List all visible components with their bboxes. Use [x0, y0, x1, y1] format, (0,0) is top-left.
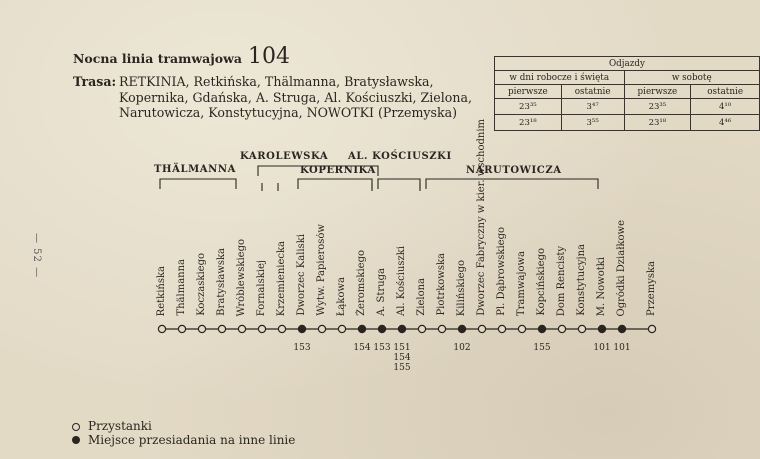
stop-connections: 151 154 155	[393, 343, 411, 373]
street-group-narutowicza: NARUTOWICZA	[466, 165, 562, 176]
stop-marker	[218, 325, 225, 332]
transfer-stop-marker	[458, 325, 465, 332]
saturday-first-header: pierwsze	[624, 85, 691, 99]
transfer-stop-marker	[398, 325, 405, 332]
stop-name: Retkińska	[156, 265, 167, 316]
stop-name: Piotrkowska	[436, 253, 447, 316]
stop-connections: 102	[453, 343, 471, 353]
stop-marker	[278, 325, 285, 332]
stop-connections: 101	[613, 343, 631, 353]
transfer-stop-marker	[378, 325, 385, 332]
legend-stop-label: Przystanki	[88, 419, 152, 433]
stop-name: Krzemieniecka	[276, 240, 287, 316]
stop-name: Bratysławska	[216, 248, 227, 316]
stop-marker	[558, 325, 565, 332]
stop-connections: 155	[533, 343, 551, 353]
street-group-bracket	[298, 179, 372, 189]
stop-connections: 101	[593, 343, 611, 353]
stop-marker	[158, 325, 165, 332]
street-group-bracket	[258, 166, 378, 176]
dep-cell: 3⁴⁷	[561, 99, 624, 115]
stop-name: Thälmanna	[176, 259, 187, 316]
stop-name: Tramwajowa	[516, 250, 527, 316]
stop-marker	[318, 325, 325, 332]
open-stop-icon	[72, 423, 80, 431]
dep-cell: 23¹⁸	[495, 115, 562, 131]
stop-marker	[238, 325, 245, 332]
legend-transfer-label: Miejsce przesiadania na inne linie	[88, 432, 296, 447]
stop-marker	[498, 325, 505, 332]
page-number: — 52 —	[31, 233, 42, 279]
legend	[72, 420, 295, 447]
stop-marker	[418, 325, 425, 332]
stop-name: Kilińskiego	[456, 259, 467, 316]
stop-marker	[178, 325, 185, 332]
stop-name: Dom Rencisty	[556, 245, 567, 316]
stop-name: Konstytucyjna	[576, 244, 587, 316]
route-text: RETKINIA, Retkińska, Thälmanna, Bratysławska, Kopernika, Gdańska, A. Struga, Al. Kościuszki, Zielona, Narutowicza, Konstytucyjna, NOWOTKI (Przemyska)	[119, 74, 472, 120]
transfer-stop-marker	[598, 325, 605, 332]
stop-marker	[198, 325, 205, 332]
street-group-bracket	[426, 179, 598, 189]
stop-marker	[478, 325, 485, 332]
stop-name: Fornalskiej	[256, 259, 267, 316]
stop-marker	[578, 325, 585, 332]
saturday-header: w sobotę	[624, 71, 759, 85]
stop-name: Przemyska	[646, 261, 657, 316]
dep-cell: 23³⁵	[624, 99, 691, 115]
stop-connections: 153	[293, 343, 311, 353]
stop-name: Żeromskiego	[356, 250, 367, 316]
stop-name: A. Struga	[376, 267, 387, 316]
street-group-bracket	[160, 179, 236, 189]
stop-marker	[338, 325, 345, 332]
stop-name: Ogródki Działkowe	[616, 219, 627, 316]
stop-name: Kopcińskiego	[536, 248, 547, 316]
stop-name: Wytw. Papierosów	[316, 224, 327, 316]
dep-cell: 23³⁵	[495, 99, 562, 115]
stop-name: Pl. Dąbrowskiego	[496, 227, 507, 316]
stop-marker	[438, 325, 445, 332]
transfer-stop-marker	[358, 325, 365, 332]
weekday-last-header: ostatnie	[561, 85, 624, 99]
stop-connections: 154	[353, 343, 371, 353]
stop-name: Dworzec Fabryczny w kier. wschodnim	[476, 119, 487, 316]
stop-marker	[258, 325, 265, 332]
stop-name: Łąkowa	[336, 276, 347, 316]
line-title-label: Nocna linia tramwajowa	[73, 51, 242, 66]
street-group-bracket	[378, 179, 420, 189]
dep-cell: 23¹⁸	[624, 115, 691, 131]
departures-title: Odjazdy	[495, 57, 760, 71]
stop-name: Zielona	[416, 278, 427, 316]
transfer-stop-marker	[298, 325, 305, 332]
line-number: 104	[247, 44, 290, 69]
street-group-al-kosciuszki: AL. KOŚCIUSZKI	[348, 151, 452, 162]
stop-name: Dworzec Kaliski	[296, 234, 307, 316]
stop-marker	[518, 325, 525, 332]
street-group-karolewska: KAROLEWSKA	[240, 151, 329, 162]
stop-name: M. Nowotki	[596, 256, 607, 316]
stop-name: Koczaskiego	[196, 253, 207, 316]
saturday-last-header: ostatnie	[691, 85, 760, 99]
transfer-stop-marker	[538, 325, 545, 332]
dep-cell: 4⁴⁶	[691, 115, 760, 131]
weekday-header: w dni robocze i święta	[495, 71, 625, 85]
weekday-first-header: pierwsze	[495, 85, 562, 99]
dep-cell: 4¹⁰	[691, 99, 760, 115]
street-group-kopernika: KOPERNIKA	[300, 165, 376, 176]
stop-name: Wróblewskiego	[236, 238, 247, 316]
stop-connections: 153	[373, 343, 391, 353]
stop-name: Al. Kościuszki	[396, 245, 407, 316]
stop-marker	[648, 325, 655, 332]
street-group-thalmanna: THÄLMANNA	[154, 164, 236, 175]
dep-cell: 3⁵⁵	[561, 115, 624, 131]
route-label: Trasa:	[73, 74, 117, 89]
transfer-stop-marker	[618, 325, 625, 332]
transfer-stop-icon	[72, 436, 80, 444]
